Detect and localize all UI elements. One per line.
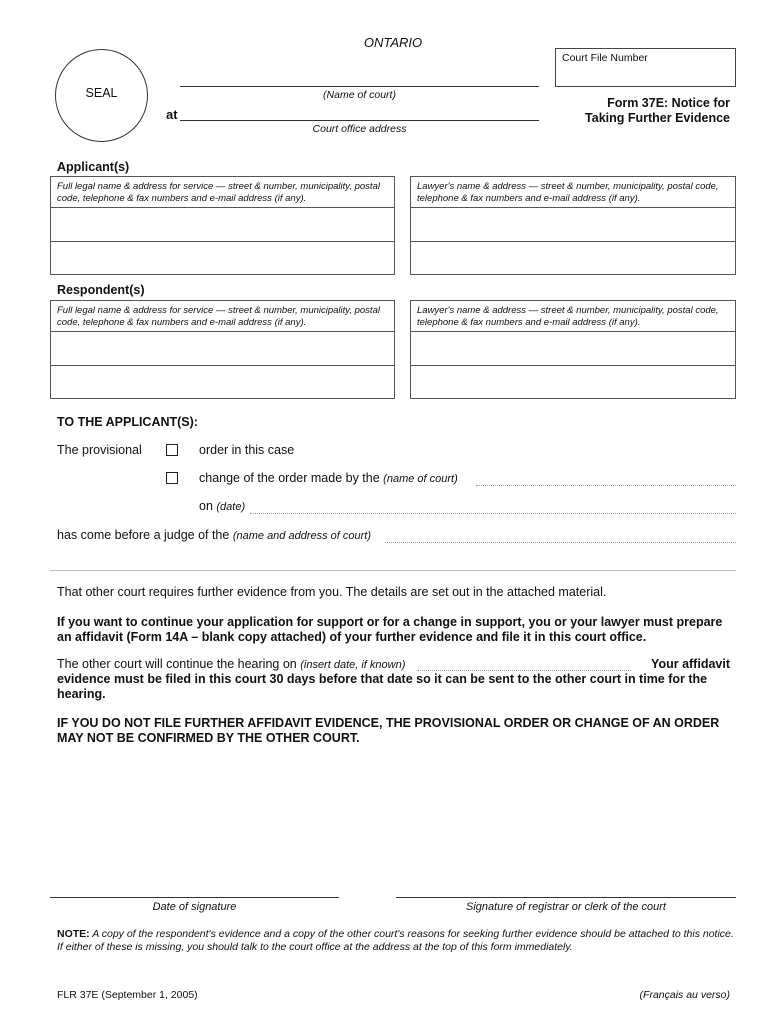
insert-date-hint: (insert date, if known)	[300, 659, 406, 671]
name-of-court-field[interactable]	[476, 485, 736, 486]
order-in-case-checkbox[interactable]	[166, 444, 178, 456]
judge-court-field[interactable]	[385, 542, 736, 543]
applicants-heading: Applicant(s)	[57, 160, 130, 174]
date-hint: (date)	[216, 501, 246, 513]
applicant-field-1[interactable]	[50, 207, 395, 242]
form-title	[585, 96, 730, 126]
provisional-label: The provisional	[57, 443, 142, 457]
court-address-hint: (name and address of court)	[232, 530, 372, 542]
section-divider	[50, 570, 736, 571]
respondent-lawyer-desc-text: Lawyer's name & address — street & number, municipality, postal code, telephone & fax numbers and e-mail address (if any).	[417, 305, 719, 328]
date-field[interactable]	[250, 513, 736, 514]
applicant-lawyer-desc-cell	[410, 176, 736, 208]
applicant-field-2[interactable]	[50, 241, 395, 275]
form-title-line1: Form 37E: Notice for	[607, 96, 730, 110]
note-label: NOTE:	[57, 928, 90, 940]
judge-text: has come before a judge of the	[57, 528, 230, 542]
note-text: A copy of the respondent's evidence and a copy of the other court's reasons for seeking further evidence should be attached to this notice. If either of these is missing, you should talk to the court office at the address at the top of this form immediately.	[57, 928, 734, 953]
respondent-field-1[interactable]	[50, 331, 395, 366]
hearing-date-field[interactable]	[417, 670, 631, 671]
applicant-desc-cell	[50, 176, 395, 208]
order-in-case-label: order in this case	[199, 443, 295, 457]
name-of-court-hint: (name of court)	[383, 473, 458, 485]
to-applicants-heading: TO THE APPLICANT(S):	[57, 415, 198, 429]
applicant-lawyer-field-1[interactable]	[410, 207, 736, 242]
respondent-lawyer-desc-cell	[410, 300, 736, 332]
court-name-label: (Name of court)	[323, 89, 396, 101]
respondents-heading: Respondent(s)	[57, 283, 145, 297]
respondent-field-2[interactable]	[50, 365, 395, 399]
province-title: ONTARIO	[363, 35, 423, 50]
paragraph-further-evidence: That other court requires further evidence from you. The details are set out in the attached material.	[57, 585, 607, 599]
on-date-label	[199, 499, 245, 513]
paragraph-affidavit-instructions: If you want to continue your application for support or for a change in support, you or your lawyer must prepare an affidavit (Form 14A – blank copy attached) of your further evidence and file it in this court office.	[57, 615, 723, 644]
at-label: at	[166, 107, 178, 122]
form-identifier: FLR 37E (September 1, 2005)	[57, 989, 198, 1001]
registrar-signature-label: Signature of registrar or clerk of the court	[466, 901, 666, 913]
court-address-label: Court office address	[312, 123, 407, 135]
court-file-number-box[interactable]	[555, 48, 736, 87]
applicant-lawyer-field-2[interactable]	[410, 241, 736, 275]
respondent-lawyer-field-1[interactable]	[410, 331, 736, 366]
date-of-signature-label: Date of signature	[152, 901, 237, 913]
your-affidavit-text: Your affidavit	[651, 657, 730, 671]
french-version-note: (Français au verso)	[639, 989, 730, 1001]
respondent-lawyer-field-2[interactable]	[410, 365, 736, 399]
applicant-lawyer-desc-text: Lawyer's name & address — street & number, municipality, postal code, telephone & fax numbers and e-mail address (if any).	[417, 181, 719, 204]
court-name-line[interactable]	[180, 86, 539, 87]
note-paragraph	[57, 928, 737, 954]
change-of-order-checkbox[interactable]	[166, 472, 178, 484]
date-of-signature-line[interactable]	[50, 897, 339, 898]
on-text: on	[199, 499, 213, 513]
paragraph-hearing-date	[57, 657, 737, 702]
registrar-signature-line[interactable]	[396, 897, 736, 898]
warning-text: IF YOU DO NOT FILE FURTHER AFFIDAVIT EVIDENCE, THE PROVISIONAL ORDER OR CHANGE OF AN ORDER MAY NOT BE CONFIRMED BY THE OTHER COURT.	[57, 716, 720, 745]
respondent-desc-text: Full legal name & address for service — street & number, municipality, postal code, telephone & fax numbers and e-mail address (if any).	[57, 305, 380, 328]
affidavit-deadline-text: evidence must be filed in this court 30 days before that date so it can be sent to the other court in time for the hearing.	[57, 672, 708, 701]
change-of-order-text: change of the order made by the	[199, 471, 380, 485]
court-file-number-label: Court File Number	[562, 52, 648, 64]
applicant-desc-text: Full legal name & address for service — street & number, municipality, postal code, telephone & fax numbers and e-mail address (if any).	[57, 181, 380, 204]
hearing-prefix: The other court will continue the hearing on	[57, 657, 297, 671]
seal-label: SEAL	[85, 86, 118, 100]
form-title-line2: Taking Further Evidence	[585, 111, 730, 125]
change-of-order-label	[199, 471, 458, 485]
respondent-desc-cell	[50, 300, 395, 332]
court-address-line[interactable]	[180, 120, 539, 121]
seal-circle	[55, 49, 148, 142]
judge-label	[57, 528, 371, 542]
